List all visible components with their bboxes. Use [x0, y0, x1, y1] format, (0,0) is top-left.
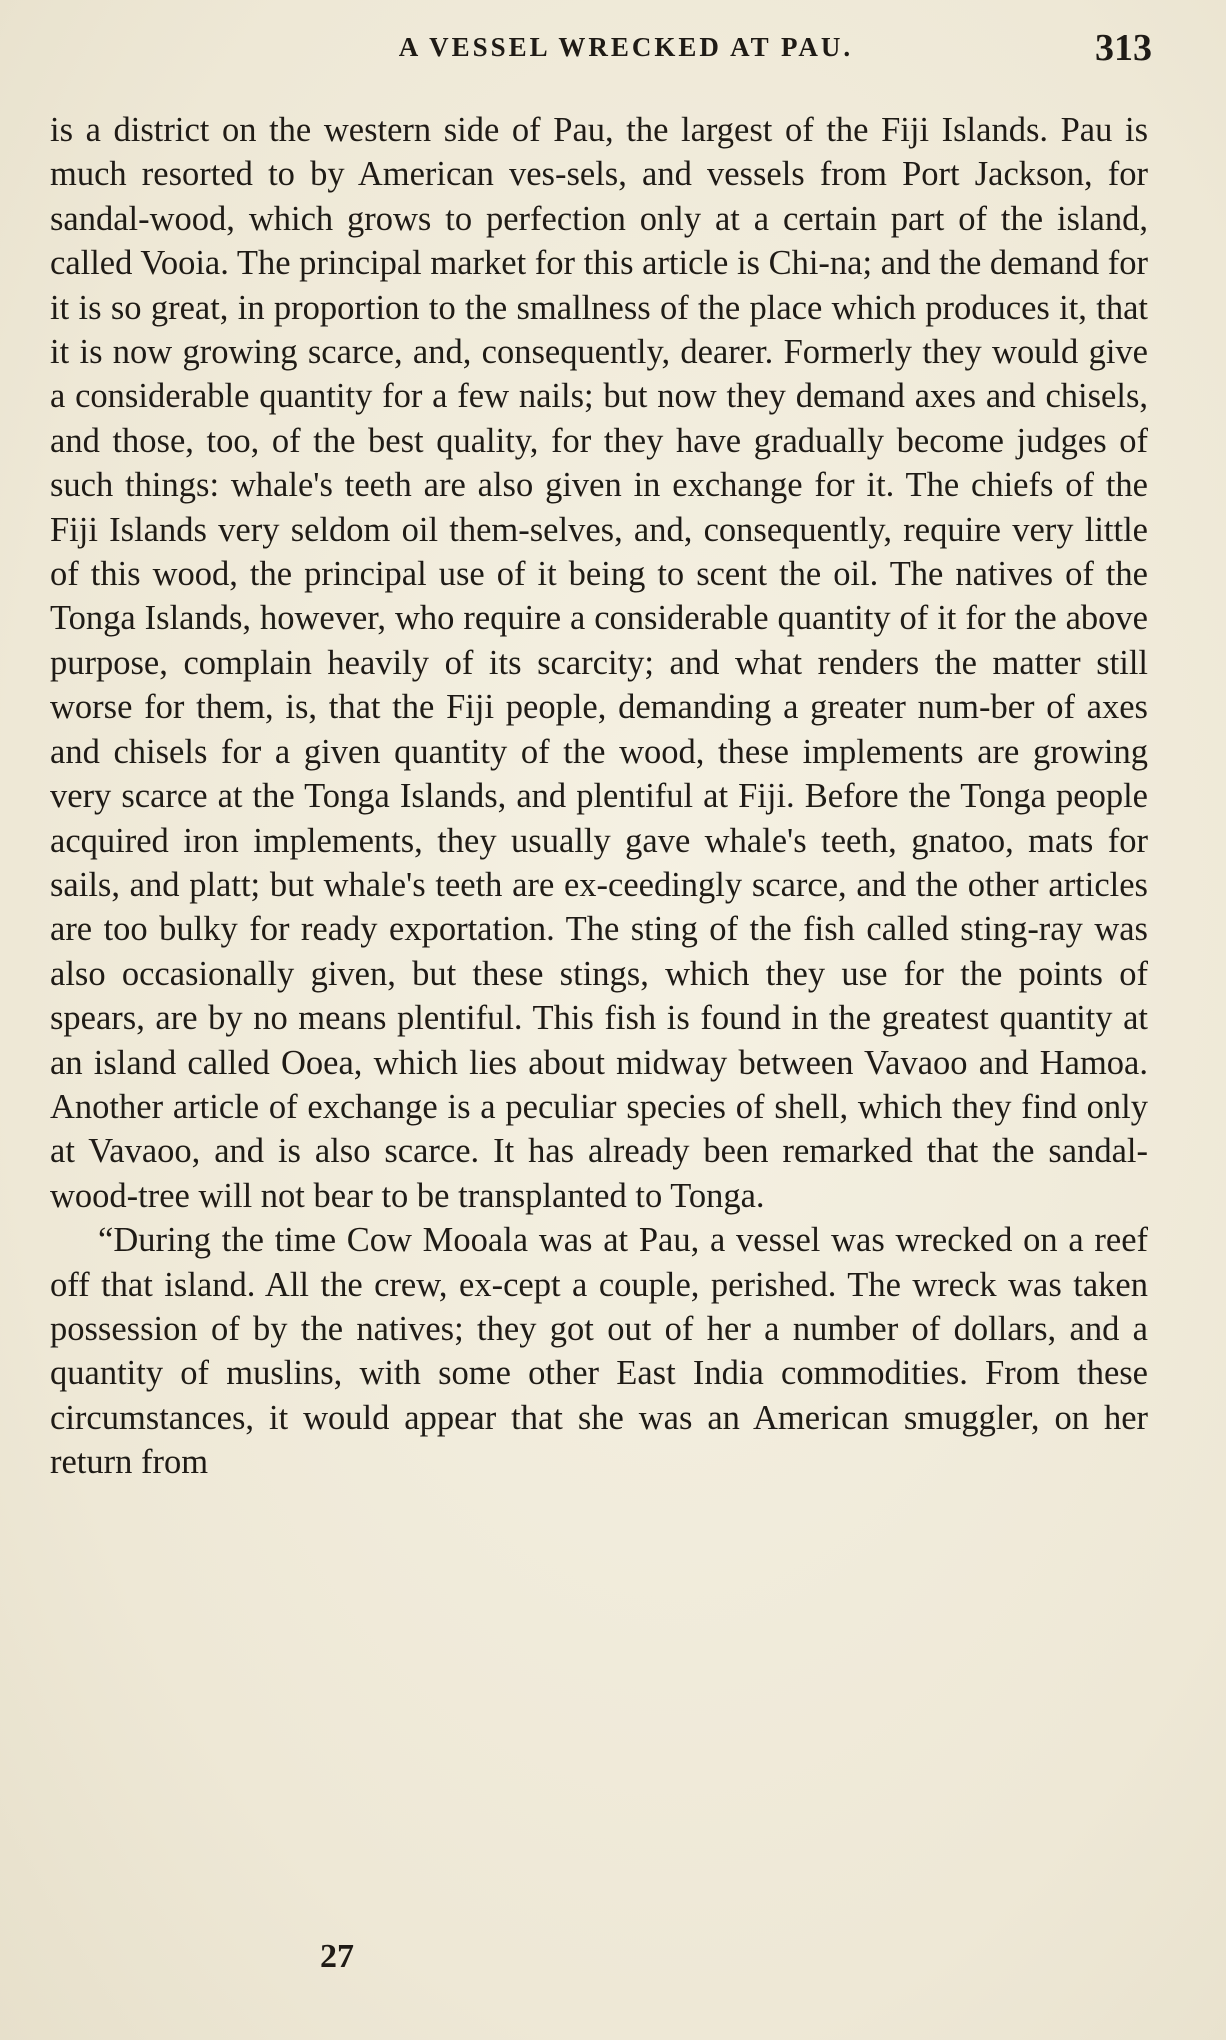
paragraph-1: is a district on the western side of Pau, the largest of the Fiji Islands. Pau is much resorted to by American ves-sels, and vessels from Port Jackson, for sandal-wood, which grows to perfection only at a certain part of the island, called Vooia. The principal market for this article is Chi-na; and the demand for it is so great, in proportion to the smallness of the place which produces it, that it is now growing scarce, and, consequently, dearer. Formerly they would give a considerable quantity for a few nails; but now they demand axes and chisels, and those, too, of the best quality, for they have gradually become judges of such things: whale's teeth are also given in exchange for it. The chiefs of the Fiji Islands very seldom oil them-selves, and, consequently, require very little of this wood, the principal use of it being to scent the oil. The natives of the Tonga Islands, however, who require a considerable quantity of it for the above purpose, complain heavily of its scarcity; and what renders the matter still worse for them, is, that the Fiji people, demanding a greater num-ber of axes and chisels for a given quantity of the wood, these implements are growing very scarce at the Tonga Islands, and plentiful at Fiji. Before the Tonga people acquired iron implements, they usually gave whale's teeth, gnatoo, mats for sails, and platt; but whale's teeth are ex-ceedingly scarce, and the other articles are too bulky for ready exportation. The sting of the fish called sting-ray was also occasionally given, but these stings, which they use for the points of spears, are by no means plentiful. This fish is found in the greatest quantity at an island called Ooea, which lies about midway between Vavaoo and Hamoa. Another article of exchange is a peculiar species of shell, which they find only at Vavaoo, and is also scarce. It has already been remarked that the sandal-wood-tree will not bear to be transplanted to Tonga.	[50, 111, 1148, 1215]
body-text	[50, 108, 1148, 1485]
signature-mark: 27	[320, 1938, 354, 1975]
page-number: 313	[1095, 27, 1152, 69]
running-head	[60, 26, 1152, 76]
paragraph-2: “During the time Cow Mooala was at Pau, a vessel was wrecked on a reef off that island. All the crew, ex-cept a couple, perished. The wreck was taken possession of by the natives; they got out of her a number of dollars, and a quantity of muslins, with some other East India commodities. From these circumstances, it would appear that she was an American smuggler, on her return from	[50, 1221, 1148, 1482]
running-title: A VESSEL WRECKED AT PAU.	[398, 32, 854, 62]
